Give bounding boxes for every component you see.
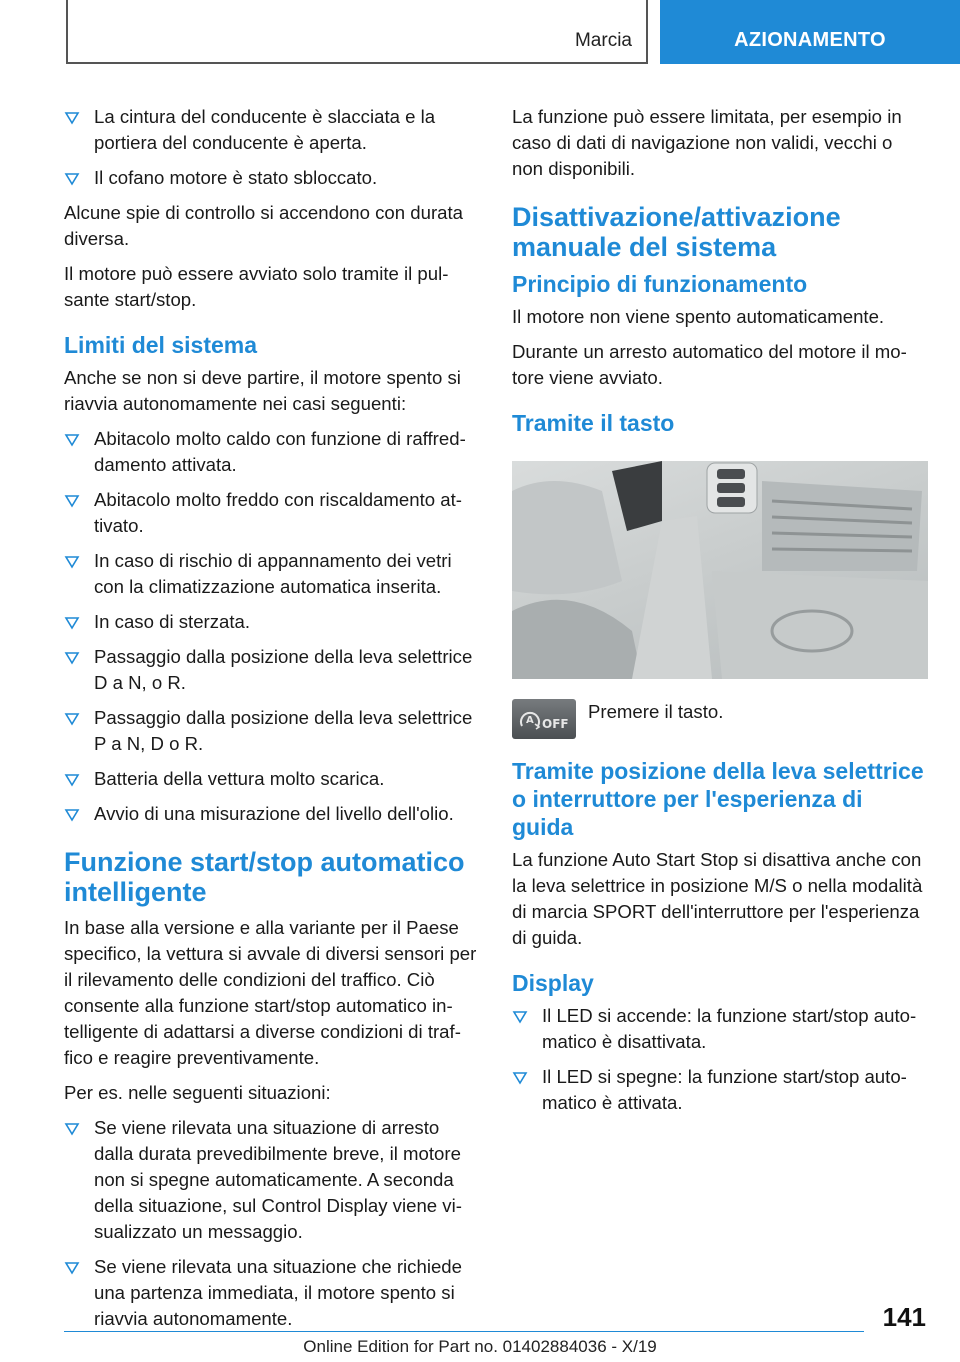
bullet-list-d: [512, 1003, 928, 1116]
triangle-bullet-icon: [64, 769, 80, 789]
off-label: OFF: [542, 717, 569, 731]
bullet-list-a: [64, 104, 480, 191]
list-item: [64, 426, 480, 478]
paragraph: La funzione Auto Start Stop si disattiva anche con la leva selettrice in posizione M/S o nella modalità di marcia SPORT dell'interruttore per l'esperienza di guida.: [512, 849, 923, 948]
list-item: [64, 609, 480, 635]
dashboard-illustration: [512, 461, 928, 679]
list-item: [64, 1115, 480, 1245]
triangle-bullet-icon: [512, 1067, 528, 1087]
triangle-bullet-icon: [512, 1006, 528, 1026]
list-item: [512, 1003, 928, 1055]
list-item: [64, 766, 480, 792]
bullet-text: Se viene rilevata una situazione che richiede una partenza immediata, il motore spento si riavvia autonomamente.: [94, 1256, 462, 1329]
heading-display: Display: [512, 970, 594, 996]
svg-text:A: A: [526, 715, 534, 726]
paragraph: In base alla versione e alla variante per il Paese specifico, la vettura si avvale di diversi sensori per il rilevamento delle condizioni del traffico. Ciò consente alla funzione start/stop automatico intelligente di adattarsi a diverse condizioni di traffico e reagire preventivamente.: [64, 917, 477, 1068]
triangle-bullet-icon: [64, 612, 80, 632]
button-caption: Premere il tasto.: [588, 701, 724, 722]
page-number: 141: [882, 1302, 926, 1332]
bullet-list-b: [64, 426, 480, 827]
list-item: [64, 487, 480, 539]
heading-leva: Tramite posizione della leva selettrice o interruttore per l'esperienza di guida: [512, 758, 924, 840]
heading-funzione: Funzione start/stop automatico intelligente: [64, 847, 465, 907]
list-item: [64, 548, 480, 600]
footer-edition: Online Edition for Part no. 01402884036 - X/19: [303, 1337, 657, 1356]
heading-principio: Principio di funzionamento: [512, 271, 808, 297]
section-title: Marcia: [574, 30, 632, 51]
bullet-text: Abitacolo molto freddo con riscaldamento attivato.: [94, 489, 462, 536]
dashboard-photo: [512, 461, 928, 679]
bullet-text: La cintura del conducente è slacciata e la portiera del conducente è aperta.: [94, 106, 436, 153]
bullet-text: In caso di rischio di appannamento dei vetri con la climatizzazione automatica inserita.: [94, 550, 452, 597]
auto-start-stop-button-icon: [512, 699, 576, 739]
paragraph: Anche se non si deve partire, il motore spento si riavvia autonomamente nei casi seguenti:: [64, 367, 461, 414]
bullet-text: Il LED si spegne: la funzione start/stop automatico è attivata.: [542, 1066, 907, 1113]
bullet-text: Passaggio dalla posizione della leva selettrice D a N, o R.: [94, 646, 473, 693]
paragraph: Alcune spie di controllo si accendono con durata diversa.: [64, 202, 463, 249]
triangle-bullet-icon: [64, 804, 80, 824]
paragraph: La funzione può essere limitata, per esempio in caso di dati di navigazione non validi, vecchi o non disponibili.: [512, 106, 902, 179]
triangle-bullet-icon: [64, 490, 80, 510]
heading-tasto: Tramite il tasto: [512, 410, 675, 436]
bullet-text: In caso di sterzata.: [94, 611, 251, 632]
triangle-bullet-icon: [64, 107, 80, 127]
left-column: [64, 104, 480, 1341]
right-column: [512, 104, 928, 1125]
bullet-text: Batteria della vettura molto scarica.: [94, 768, 385, 789]
button-instruction: [512, 699, 928, 739]
bullet-text: Il cofano motore è stato sbloccato.: [94, 167, 378, 188]
list-item: [64, 705, 480, 757]
header-box: [66, 0, 648, 64]
triangle-bullet-icon: [64, 1118, 80, 1138]
triangle-bullet-icon: [64, 1257, 80, 1277]
list-item: [64, 801, 480, 827]
paragraph: Durante un arresto automatico del motore il motore viene avviato.: [512, 341, 907, 388]
triangle-bullet-icon: [64, 647, 80, 667]
heading-limiti: Limiti del sistema: [64, 332, 258, 358]
bullet-list-c: [64, 1115, 480, 1332]
triangle-bullet-icon: [64, 708, 80, 728]
bullet-text: Abitacolo molto caldo con funzione di raffreddamento attivata.: [94, 428, 466, 475]
list-item: [64, 104, 480, 156]
list-item: [64, 644, 480, 696]
bullet-text: Avvio di una misurazione del livello dell'olio.: [94, 803, 454, 824]
list-item: [64, 165, 480, 191]
chapter-tab: AZIONAMENTO: [660, 0, 960, 64]
triangle-bullet-icon: [64, 551, 80, 571]
heading-disattivazione: Disattivazione/attivazione manuale del sistema: [512, 202, 841, 262]
bullet-text: Il LED si accende: la funzione start/stop automatico è disattivata.: [542, 1005, 917, 1052]
footer-divider: [64, 1331, 864, 1332]
paragraph: Il motore può essere avviato solo tramite il pulsante start/stop.: [64, 263, 449, 310]
list-item: [64, 1254, 480, 1332]
auto-a-circle-icon: [517, 706, 543, 732]
triangle-bullet-icon: [64, 168, 80, 188]
paragraph: Per es. nelle seguenti situazioni:: [64, 1082, 331, 1103]
paragraph: Il motore non viene spento automaticamente.: [512, 306, 885, 327]
bullet-text: Passaggio dalla posizione della leva selettrice P a N, D o R.: [94, 707, 473, 754]
list-item: [512, 1064, 928, 1116]
triangle-bullet-icon: [64, 429, 80, 449]
bullet-text: Se viene rilevata una situazione di arresto dalla durata prevedibilmente breve, il motore non si spegne automaticamente. A seconda della situazione, sul Control Display viene visualizzato un messaggio.: [94, 1117, 462, 1242]
